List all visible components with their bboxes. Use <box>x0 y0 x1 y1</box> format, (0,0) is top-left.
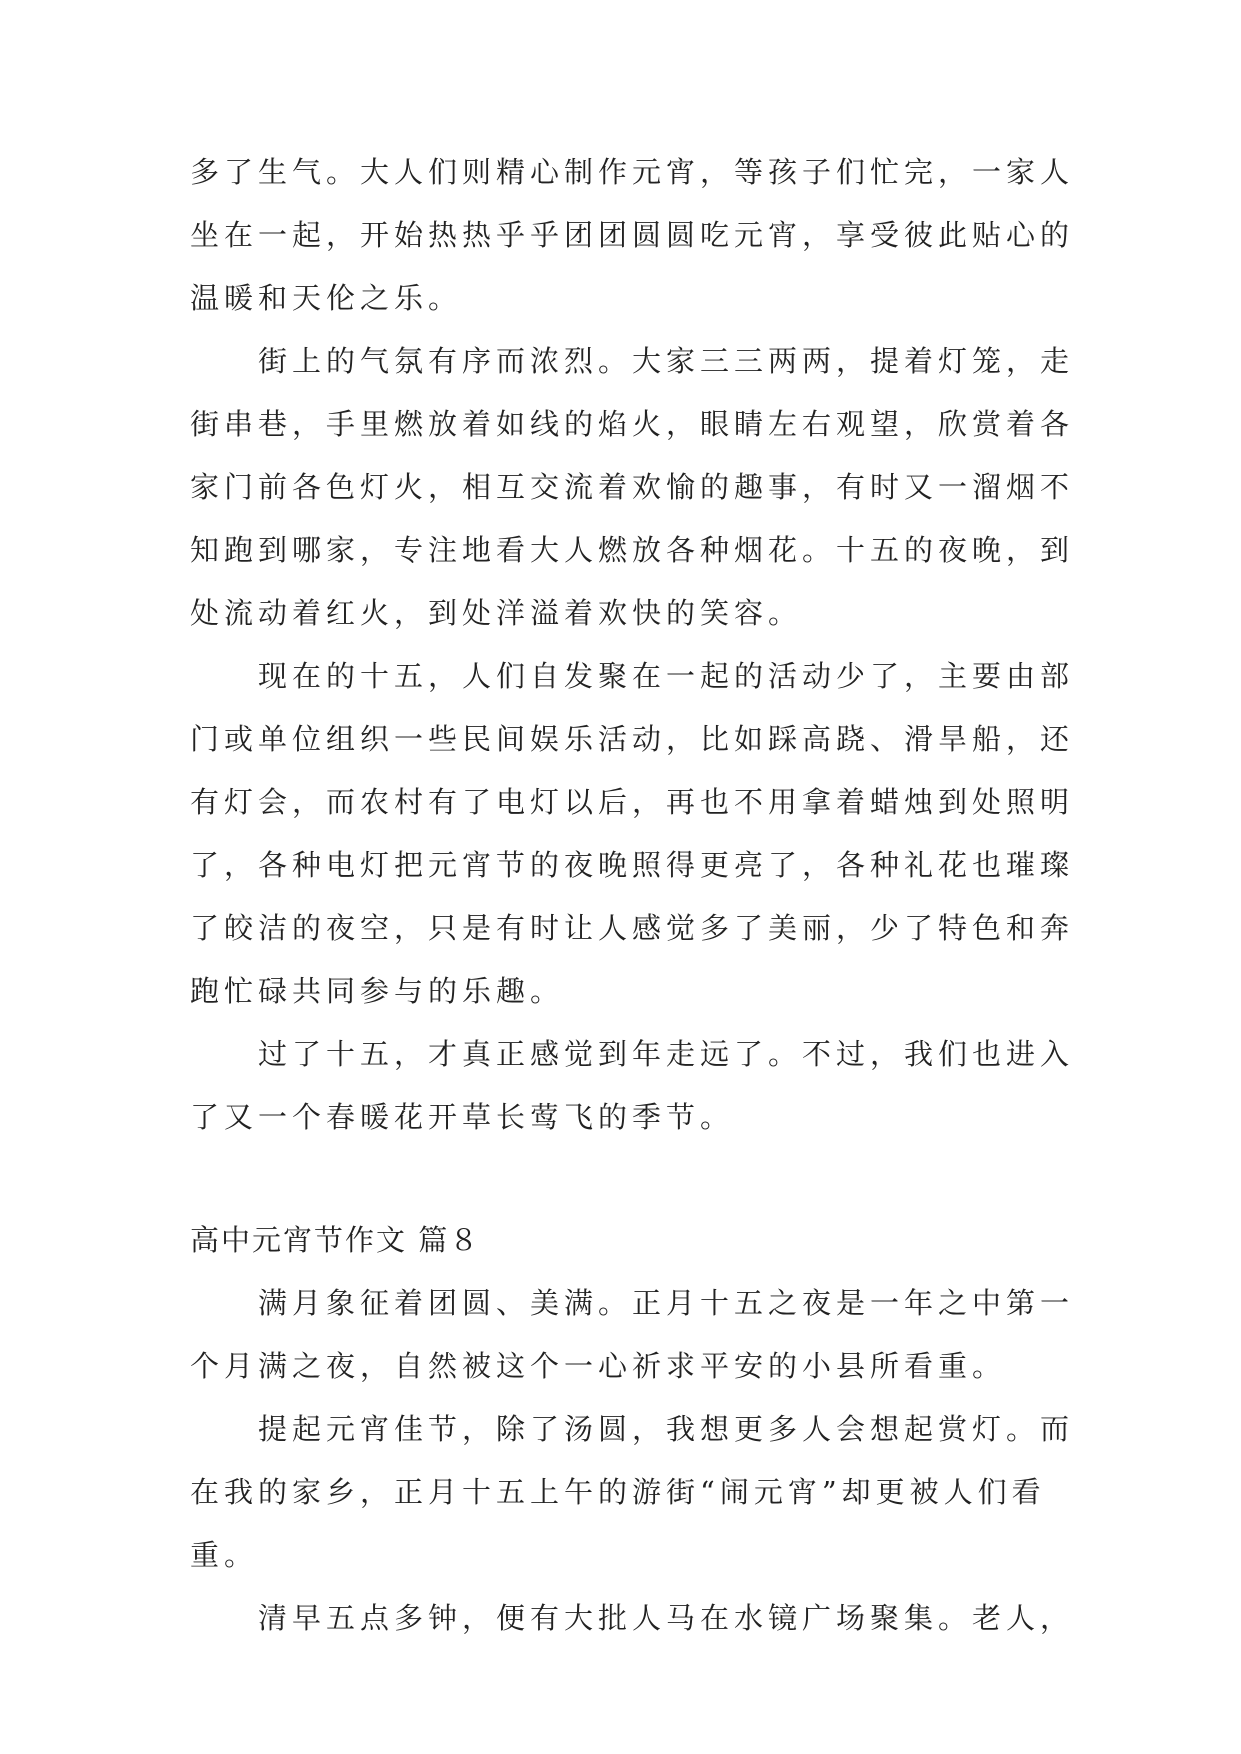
paragraph <box>190 1409 1075 1575</box>
paragraph <box>190 341 1075 633</box>
text-line: 提起元宵佳节，除了汤圆，我想更多人会想起赏灯。而 <box>258 1412 1075 1446</box>
text-line: 跑忙碌共同参与的乐趣。 <box>190 974 565 1008</box>
text-line: 温暖和天伦之乐。 <box>190 281 463 315</box>
text-line: 了又一个春暖花开草长莺飞的季节。 <box>190 1100 735 1134</box>
paragraph <box>190 1598 1075 1638</box>
text-line: 家门前各色灯火，相互交流着欢愉的趣事，有时又一溜烟不 <box>190 470 1075 504</box>
text-line: 街串巷，手里燃放着如线的焰火，眼睛左右观望，欣赏着各 <box>190 407 1075 441</box>
document-body <box>190 152 1075 1661</box>
paragraph <box>190 1034 1075 1137</box>
section-heading: 高中元宵节作文 篇８ <box>190 1223 481 1257</box>
text-line: 街上的气氛有序而浓烈。大家三三两两，提着灯笼，走 <box>258 344 1075 378</box>
section-spacer <box>190 1160 1060 1220</box>
text-line: 在我的家乡，正月十五上午的游街“闹元宵”却更被人们看 <box>190 1475 1046 1509</box>
text-line: 坐在一起，开始热热乎乎团团圆圆吃元宵，享受彼此贴心的 <box>190 218 1075 252</box>
text-line: 个月满之夜，自然被这个一心祈求平安的小县所看重。 <box>190 1349 1007 1383</box>
text-line: 处流动着红火，到处洋溢着欢快的笑容。 <box>190 596 803 630</box>
text-line: 了皎洁的夜空，只是有时让人感觉多了美丽，少了特色和奔 <box>190 911 1075 945</box>
text-line: 有灯会，而农村有了电灯以后，再也不用拿着蜡烛到处照明 <box>190 785 1075 819</box>
paragraph <box>190 1283 1075 1386</box>
text-line: 了，各种电灯把元宵节的夜晚照得更亮了，各种礼花也璀璨 <box>190 848 1075 882</box>
text-line: 重。 <box>190 1538 259 1572</box>
text-line: 清早五点多钟，便有大批人马在水镜广场聚集。老人， <box>258 1601 1075 1635</box>
text-line: 多了生气。大人们则精心制作元宵，等孩子们忙完，一家人 <box>190 155 1075 189</box>
text-line: 过了十五，才真正感觉到年走远了。不过，我们也进入 <box>258 1037 1075 1071</box>
text-line: 知跑到哪家，专注地看大人燃放各种烟花。十五的夜晚，到 <box>190 533 1075 567</box>
paragraph <box>190 656 1075 1011</box>
text-line: 现在的十五，人们自发聚在一起的活动少了，主要由部 <box>258 659 1075 693</box>
text-line: 门或单位组织一些民间娱乐活动，比如踩高跷、滑旱船，还 <box>190 722 1075 756</box>
paragraph <box>190 152 1075 318</box>
text-line: 满月象征着团圆、美满。正月十五之夜是一年之中第一 <box>258 1286 1075 1320</box>
